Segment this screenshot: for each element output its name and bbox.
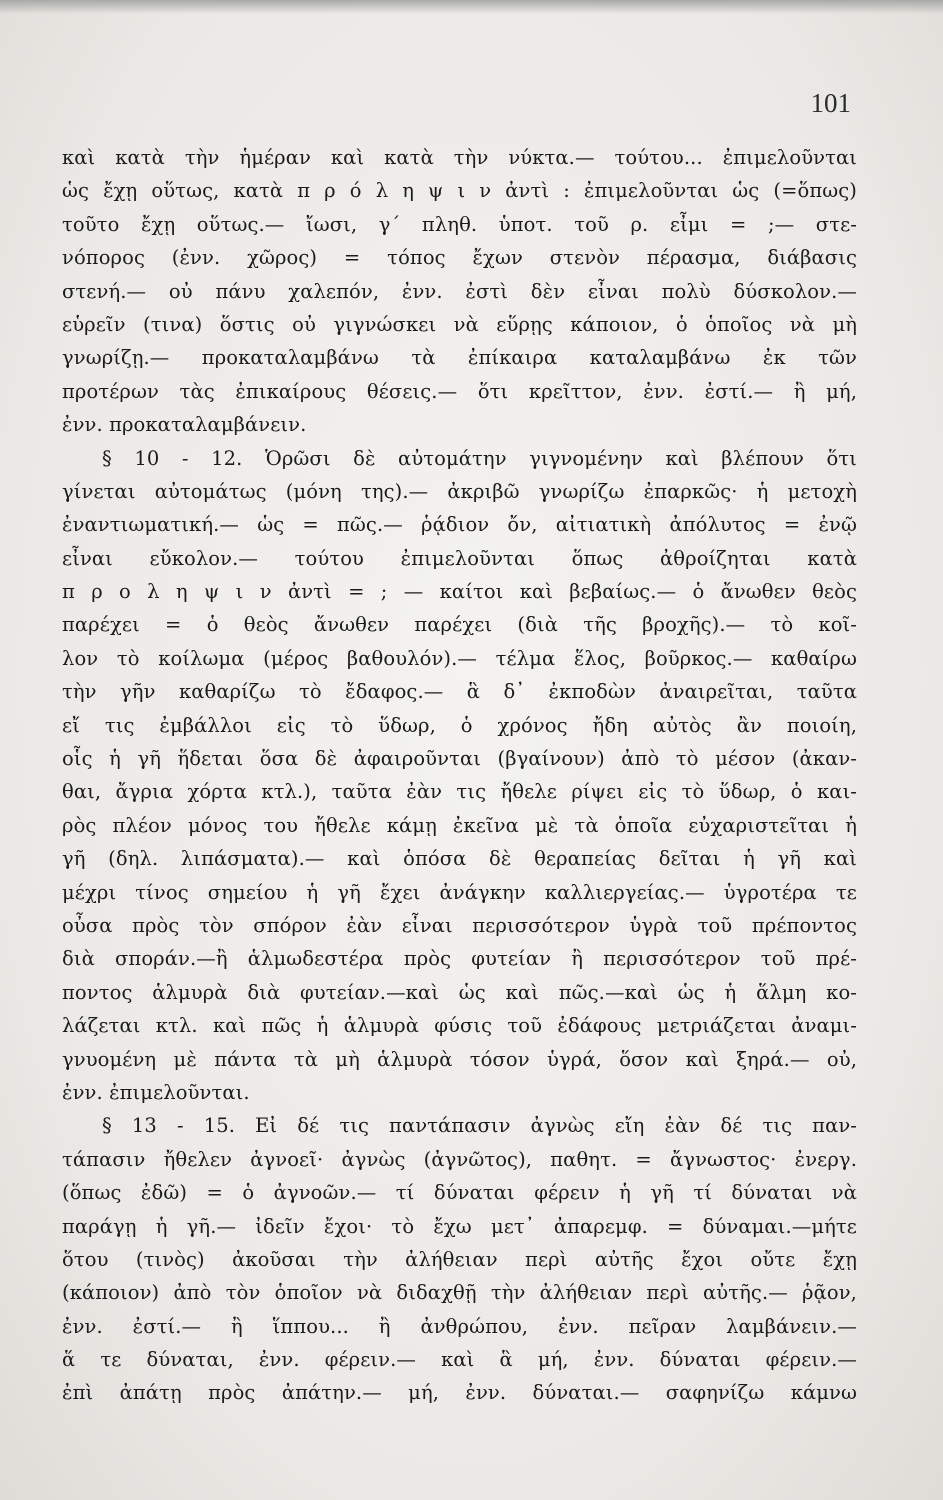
text-line: ἐπὶ ἀπάτῃ πρὸς ἀπάτην.— μή, ἐνν. δύναται.— σαφηνίζω κάμνω (62, 1381, 857, 1405)
text-line: ὡς ἔχῃ οὕτως, κατὰ π ρ ό λ η ψ ι ν ἀντὶ : ἐπιμελοῦνται ὡς (=ὅπως) (62, 179, 857, 203)
text-line: εἴ τις ἐμβάλλοι εἰς τὸ ὕδωρ, ὁ χρόνος ἤδη αὐτὸς ἂν ποιοίη, (62, 713, 857, 737)
text-line: θαι, ἄγρια χόρτα κτλ.), ταῦτα ἐὰν τις ἤθελε ρίψει εἰς τὸ ὕδωρ, ὁ και- (62, 780, 857, 804)
text-line: νόπορος (ἐνν. χῶρος) = τόπος ἔχων στενὸν πέρασμα, διάβασις (62, 246, 857, 270)
text-line: παράγῃ ἡ γῆ.— ἰδεῖν ἔχοι· τὸ ἔχω μετ᾽ ἀπαρεμφ. = δύναμαι.—μήτε (62, 1214, 857, 1238)
text-line: μέχρι τίνος σημείου ἡ γῆ ἔχει ἀνάγκην καλλιεργείας.— ὑγροτέρα τε (62, 880, 857, 904)
text-line: ὅτου (τινὸς) ἀκοῦσαι τὴν ἀλήθειαν περὶ αὐτῆς ἔχοι οὔτε ἔχῃ (62, 1247, 857, 1271)
text-line: στενή.— οὐ πάνυ χαλεπόν, ἐνν. ἐστὶ δὲν εἶναι πολὺ δύσκολον.— (62, 279, 857, 303)
text-line: γνωρίζῃ.— προκαταλαμβάνω τὰ ἐπίκαιρα καταλαμβάνω ἐκ τῶν (62, 346, 857, 370)
text-line: ποντος ἁλμυρὰ διὰ φυτείαν.—καὶ ὡς καὶ πῶς.—καὶ ὡς ἡ ἅλμη κο- (62, 980, 857, 1004)
text-line: γῆ (δηλ. λιπάσματα).— καὶ ὁπόσα δὲ θεραπείας δεῖται ἡ γῆ καὶ (62, 847, 857, 871)
text-line: οὖσα πρὸς τὸν σπόρον ἐὰν εἶναι περισσότερον ὑγρὰ τοῦ πρέποντος (62, 913, 857, 937)
text-line: τὴν γῆν καθαρίζω τὸ ἔδαφος.— ἃ δ᾽ ἐκποδὼν ἀναιρεῖται, ταῦτα (62, 680, 857, 704)
text-line: ἅ τε δύναται, ἐνν. φέρειν.— καὶ ἃ μή, ἐνν. δύναται φέρειν.— (62, 1348, 857, 1372)
text-line: ρὸς πλέον μόνος του ἤθελε κάμῃ ἐκεῖνα μὲ τὰ ὁποῖα εὐχαριστεῖται ἡ (62, 813, 857, 837)
section-heading-line: § 13 - 15. Εἰ δέ τις παντάπασιν ἀγνὼς εἴη ἐὰν δέ τις παν- (102, 1114, 857, 1138)
text-line: λάζεται κτλ. καὶ πῶς ἡ ἁλμυρὰ φύσις τοῦ ἐδάφους μετριάζεται ἀναμι- (62, 1014, 857, 1038)
text-line: παρέχει = ὁ θεὸς ἄνωθεν παρέχει (διὰ τῆς βροχῆς).— τὸ κοῖ- (62, 613, 857, 637)
text-line: διὰ σποράν.—ἢ ἁλμωδεστέρα πρὸς φυτείαν ἢ περισσότερον τοῦ πρέ- (62, 947, 857, 971)
text-line: εὑρεῖν (τινα) ὅστις οὐ γιγνώσκει νὰ εὕρῃς κάποιον, ὁ ὁποῖος νὰ μὴ (62, 312, 857, 336)
text-line: τοῦτο ἔχῃ οὕτως.— ἴωσι, γ΄ πληθ. ὑποτ. τοῦ ρ. εἶμι = ;— στε- (62, 212, 857, 236)
text-line: γίνεται αὐτομάτως (μόνη της).— ἀκριβῶ γνωρίζω ἐπαρκῶς· ἡ μετοχὴ (62, 479, 857, 503)
section-heading-line: § 10 - 12. Ὁρῶσι δὲ αὐτομάτην γιγνομένην καὶ βλέπουν ὅτι (102, 446, 857, 470)
text-line: λον τὸ κοίλωμα (μέρος βαθουλόν).— τέλμα ἕλος, βοῦρκος.— καθαίρω (62, 646, 857, 670)
text-line: προτέρων τὰς ἐπικαίρους θέσεις.— ὅτι κρεῖττον, ἐνν. ἐστί.— ἢ μή, (62, 379, 857, 403)
text-line: (ὅπως ἐδῶ) = ὁ ἀγνοῶν.— τί δύναται φέρειν ἡ γῆ τί δύναται νὰ (62, 1181, 857, 1205)
text-line: γνυομένη μὲ πάντα τὰ μὴ ἁλμυρὰ τόσον ὑγρά, ὅσον καὶ ξηρά.— οὐ, (62, 1047, 857, 1071)
commentary-text (62, 141, 857, 1410)
text-line: ἐνν. προκαταλαμβάνειν. (62, 413, 307, 437)
text-line: (κάποιον) ἀπὸ τὸν ὁποῖον νὰ διδαχθῇ τὴν ἀλήθειαν περὶ αὐτῆς.— ῥᾷον, (62, 1281, 857, 1305)
page-top-shadow (0, 0, 943, 14)
text-line: τάπασιν ἤθελεν ἀγνοεῖ· ἀγνὼς (ἀγνῶτος), παθητ. = ἄγνωστος· ἐνεργ. (62, 1147, 857, 1171)
page-number: 101 (810, 88, 851, 118)
text-line: ἐναντιωματική.— ὡς = πῶς.— ῥᾴδιον ὄν, αἰτιατικὴ ἀπόλυτος = ἐνῷ (62, 513, 857, 537)
text-line: ἐνν. ἐπιμελοῦνται. (62, 1080, 250, 1104)
text-line: εἶναι εὔκολον.— τούτου ἐπιμελοῦνται ὅπως ἀθροίζηται κατὰ (62, 546, 857, 570)
text-line: οἷς ἡ γῆ ἥδεται ὅσα δὲ ἀφαιροῦνται (βγαίνουν) ἀπὸ τὸ μέσον (ἀκαν- (62, 747, 857, 771)
text-line: π ρ ο λ η ψ ι ν ἀντὶ = ; — καίτοι καὶ βεβαίως.— ὁ ἄνωθεν θεὸς (62, 580, 857, 604)
text-line: καὶ κατὰ τὴν ἡμέραν καὶ κατὰ τὴν νύκτα.— τούτου... ἐπιμελοῦνται (62, 146, 857, 169)
text-line: ἐνν. ἐστί.— ἢ ἵππου... ἢ ἀνθρώπου, ἐνν. πεῖραν λαμβάνειν.— (62, 1314, 857, 1338)
